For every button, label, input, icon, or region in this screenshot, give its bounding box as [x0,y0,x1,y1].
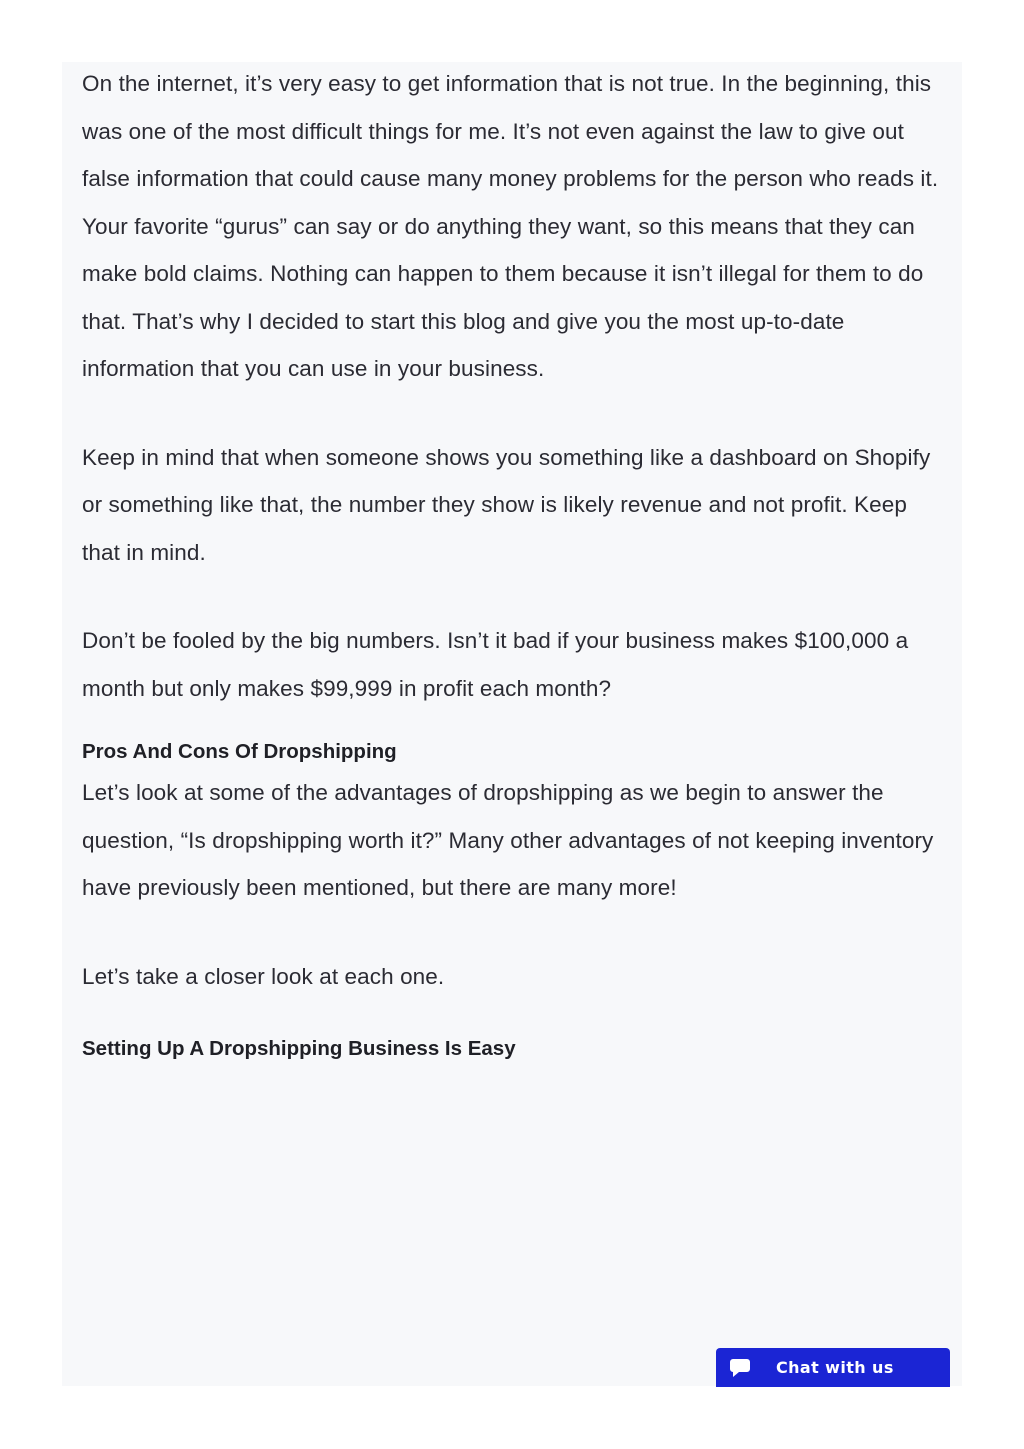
article-paragraph-dashboard: Keep in mind that when someone shows you something like a dashboard on Shopify or something like that, the number they show is likely revenue and not profit. Keep that in mind. [82,444,931,565]
paragraph-spacer [82,576,950,617]
article-paragraph-numbers: Don’t be fooled by the big numbers. Isn’t it bad if your business makes $100,000 a month but only makes $99,999 in profit each month? [82,628,909,701]
article-content [82,62,950,1064]
section-heading-setup-easy: Setting Up A Dropshipping Business Is Easy [82,1037,516,1060]
chat-bubble-icon [728,1357,752,1379]
article-paragraph-advantages: Let’s look at some of the advantages of dropshipping as we begin to answer the question, “Is dropshipping worth it?” Many other advantages of not keeping inventory have previously been mentioned, but there are many more! [82,780,934,900]
paragraph-spacer [82,393,950,434]
article-paragraph-intro: On the internet, it’s very easy to get information that is not true. In the beginning, this was one of the most difficult things for me. It’s not even against the law to give out false information that could cause many money problems for the person who reads it. Your favorite “gurus” can say or do anything they want, so this means that they can make bold claims. Nothing can happen to them because it isn’t illegal for them to do that. That’s why I decided to start this blog and give you the most up-to-date information that you can use in your business. [82,71,939,381]
chat-with-us-button[interactable] [716,1348,950,1387]
section-heading-pros-cons: Pros And Cons Of Dropshipping [82,740,397,763]
page-panel [62,62,962,1386]
chat-with-us-label: Chat with us [776,1358,894,1377]
article-paragraph-closer-look: Let’s take a closer look at each one. [82,963,445,989]
paragraph-spacer [82,912,950,953]
